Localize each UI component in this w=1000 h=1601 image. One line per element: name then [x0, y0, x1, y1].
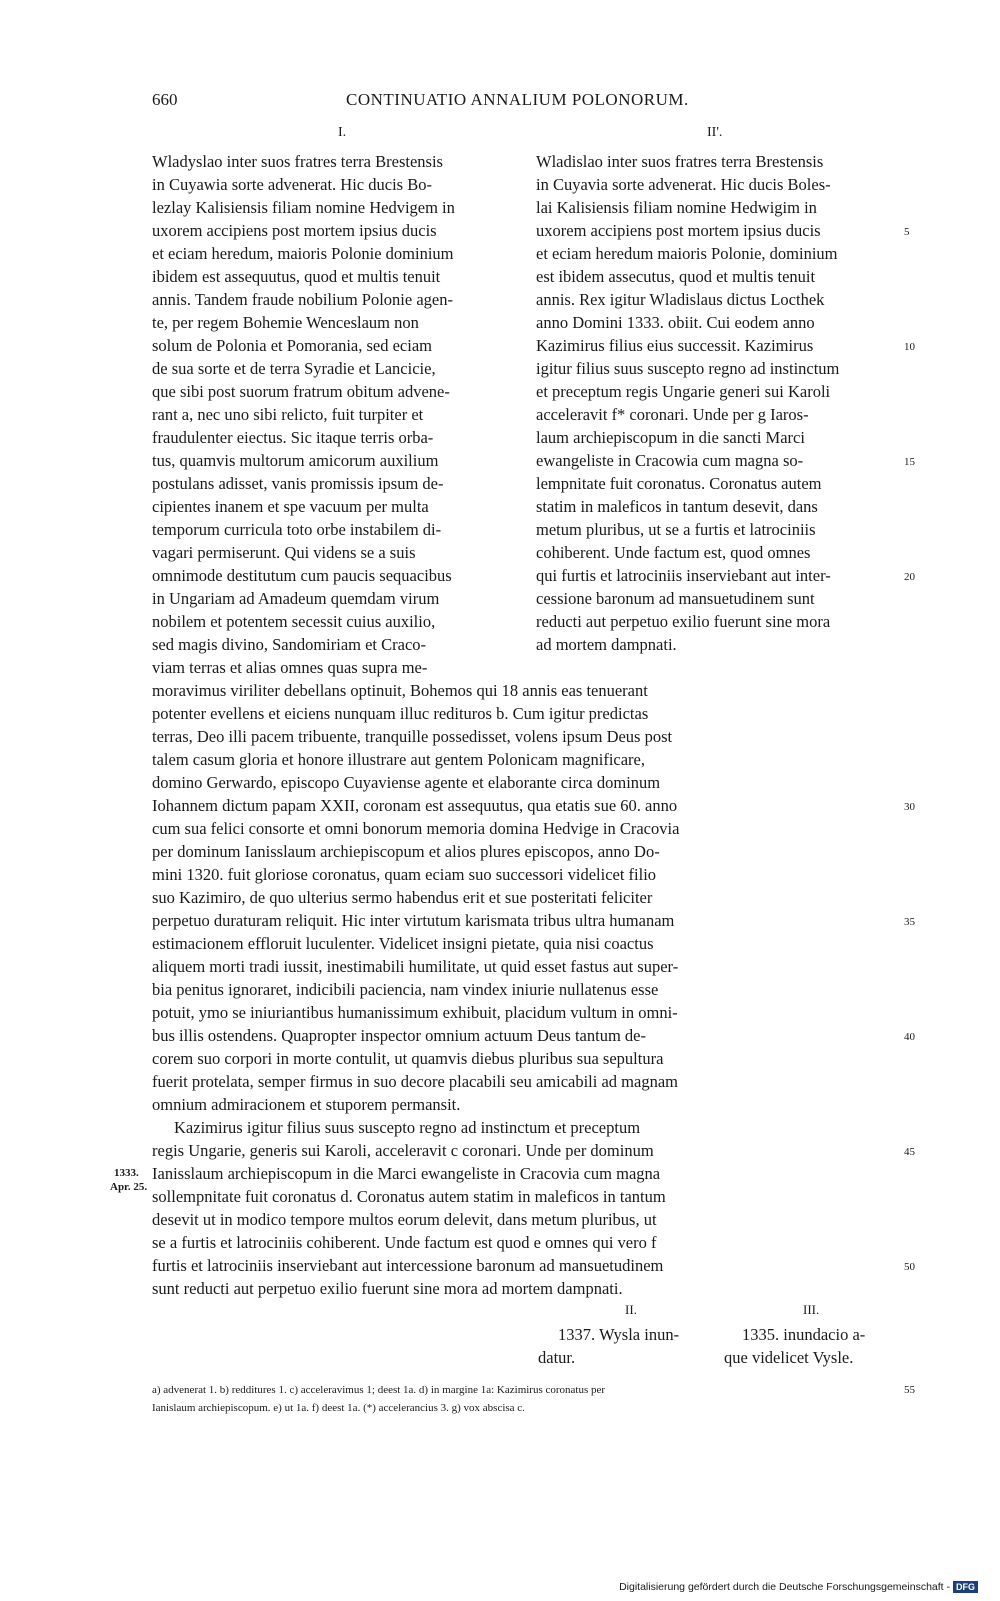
body-line: omnium admiracionem et stuporem permansit. [152, 1095, 461, 1114]
body-line: desevit ut in modico tempore multos eorum delevit, dans metum pluribus, ut [152, 1210, 657, 1229]
right-line: uxorem accipiens post mortem ipsius ducis [536, 221, 821, 240]
right-line: est ibidem assecutus, quod et multis tenuit [536, 267, 816, 286]
digitization-footer [619, 1581, 978, 1593]
right-line: anno Domini 1333. obiit. Cui eodem anno [536, 313, 815, 332]
right-line: acceleravit f* coronari. Unde per g Iaros- [536, 405, 809, 424]
left-line: et eciam heredum, maioris Polonie dominium [152, 244, 454, 263]
body-line: talem casum gloria et honore illustrare aut gentem Polonicam magnificare, [152, 750, 645, 769]
body-line: domino Gerwardo, episcopo Cuyaviense agente et elaborante circa dominum [152, 773, 661, 792]
right-line: Kazimirus filius eius successit. Kazimirus [536, 336, 814, 355]
body-line: aliquem morti tradi iussit, inestimabili humilitate, ut quid esset fastus aut super- [152, 957, 679, 976]
page-title: CONTINUATIO ANNALIUM POLONORUM. [346, 90, 689, 109]
body-line: sunt reducti aut perpetuo exilio fuerunt sine mora ad mortem dampnati. [152, 1279, 623, 1298]
body-line: potenter evellens et eiciens nunquam illuc redituros b. Cum igitur predictas [152, 704, 649, 723]
body-line: se a furtis et latrociniis cohiberent. Unde factum est quod e omnes qui vero f [152, 1233, 657, 1252]
line-number: 55 [904, 1384, 915, 1396]
body-line: moravimus viriliter debellans optinuit, Bohemos qui 18 annis eas tenuerant [152, 681, 648, 700]
right-line: Wladislao inter suos fratres terra Brestensis [536, 152, 824, 171]
left-line: annis. Tandem fraude nobilium Polonie agen- [152, 290, 453, 309]
left-line: uxorem accipiens post mortem ipsius ducis [152, 221, 437, 240]
right-line: lempnitate fuit coronatus. Coronatus autem [536, 474, 822, 493]
footer-text: Digitalisierung gefördert durch die Deutsche Forschungsgemeinschaft - [619, 1581, 950, 1593]
left-line: in Cuyawia sorte advenerat. Hic ducis Bo- [152, 175, 432, 194]
left-line: solum de Polonia et Pomorania, sed eciam [152, 336, 432, 355]
left-line: de sua sorte et de terra Syradie et Lancicie, [152, 359, 436, 378]
body-line: potuit, ymo se iniuriantibus humanissimum exhibuit, placidum vultum in omni- [152, 1003, 678, 1022]
body-line: bus illis ostendens. Quapropter inspector omnium actuum Deus tantum de- [152, 1026, 646, 1045]
body-line: Iohannem dictum papam XXII, coronam est assequutus, qua etatis sue 60. anno [152, 796, 678, 815]
sub-column-label-iii: III. [803, 1302, 820, 1317]
body-line: per dominum Ianisslaum archiepiscopum et alios plures episcopos, anno Do- [152, 842, 660, 861]
sub-column-label-ii: II. [625, 1302, 637, 1317]
right-line: qui furtis et latrociniis inserviebant aut inter- [536, 566, 831, 585]
column-label-ii: II'. [707, 125, 723, 140]
left-line: te, per regem Bohemie Wenceslaum non [152, 313, 419, 332]
line-number: 30 [904, 801, 915, 813]
footnote-line: Ianislaum archiepiscopum. e) ut 1a. f) deest 1a. (*) accelerancius 3. g) vox abscisa c. [152, 1402, 525, 1414]
body-line: perpetuo duraturam reliquit. Hic inter virtutum karismata tribus ultra humanam [152, 911, 675, 930]
left-line: vagari permiserunt. Qui videns se a suis [152, 543, 416, 562]
right-line: ewangeliste in Cracowia cum magna so- [536, 451, 804, 470]
line-number: 20 [904, 571, 915, 583]
right-line: cessione baronum ad mansuetudinem sunt [536, 589, 815, 608]
body-line: mini 1320. fuit gloriose coronatus, quam eciam suo successori videlicet filio [152, 865, 657, 884]
margin-date: Apr. 25. [110, 1181, 148, 1193]
line-number: 45 [904, 1146, 915, 1158]
column-label-i: I. [338, 125, 347, 140]
left-line: Wladyslao inter suos fratres terra Brestensis [152, 152, 443, 171]
right-line: ad mortem dampnati. [536, 635, 677, 654]
right-line: statim in maleficos in tantum desevit, dans [536, 497, 818, 516]
line-number: 35 [904, 916, 915, 928]
left-line: lezlay Kalisiensis filiam nomine Hedvigem in [152, 198, 455, 217]
left-line: in Ungariam ad Amadeum quemdam virum [152, 589, 440, 608]
right-line: lai Kalisiensis filiam nomine Hedwigim in [536, 198, 817, 217]
left-line: que sibi post suorum fratrum obitum advene- [152, 382, 450, 401]
body-line: Kazimirus igitur filius suus suscepto regno ad instinctum et preceptum [174, 1118, 641, 1137]
footnote-line: a) advenerat 1. b) redditures 1. c) acceleravimus 1; deest 1a. d) in margine 1a: Kazimirus coronatus per [152, 1384, 606, 1396]
left-line: nobilem et potentem secessit cuius auxilio, [152, 612, 436, 631]
right-line: igitur filius suus suscepto regno ad instinctum [536, 359, 840, 378]
sub-column-ii-line: 1337. Wysla inun- [558, 1325, 680, 1344]
right-line: et preceptum regis Ungarie generi sui Karoli [536, 382, 831, 401]
right-line: et eciam heredum maioris Polonie, dominium [536, 244, 838, 263]
left-line: temporum curricula toto orbe instabilem di- [152, 520, 442, 539]
body-line: terras, Deo illi pacem tribuente, tranquille possedisset, volens ipsum Deus post [152, 727, 673, 746]
right-line: in Cuyavia sorte advenerat. Hic ducis Boles- [536, 175, 831, 194]
right-line: annis. Rex igitur Wladislaus dictus Locthek [536, 290, 825, 309]
margin-year: 1333. [114, 1167, 139, 1179]
body-line: cum sua felici consorte et omni bonorum memoria domina Hedvige in Cracovia [152, 819, 680, 838]
body-line: bia penitus ignoraret, indicibili paciencia, nam vindex iniurie nullatenus esse [152, 980, 659, 999]
right-line: reducti aut perpetuo exilio fuerunt sine mora [536, 612, 831, 631]
line-number: 5 [904, 226, 910, 238]
left-line: rant a, nec uno sibi relicto, fuit turpiter et [152, 405, 424, 424]
line-number: 10 [904, 341, 915, 353]
right-line: metum pluribus, ut se a furtis et latrociniis [536, 520, 816, 539]
body-line: suo Kazimiro, de quo ulterius sermo habendus erit et sue posteritati feliciter [152, 888, 653, 907]
body-line: estimacionem effloruit luculenter. Videlicet insigni pietate, quia nisi coactus [152, 934, 654, 953]
body-line: fuerit protelata, semper firmus in suo decore placabili seu amicabili ad magnam [152, 1072, 678, 1091]
line-number: 15 [904, 456, 915, 468]
left-line: ibidem est assequutus, quod et multis tenuit [152, 267, 441, 286]
body-line: corem suo corpori in morte contulit, ut quamvis diebus pluribus sua sepultura [152, 1049, 664, 1068]
sub-column-ii-line: datur. [538, 1348, 576, 1367]
right-line: laum archiepiscopum in die sancti Marci [536, 428, 805, 447]
body-line: regis Ungarie, generis sui Karoli, acceleravit c coronari. Unde per dominum [152, 1141, 654, 1160]
line-number: 50 [904, 1261, 915, 1273]
left-line: tus, quamvis multorum amicorum auxilium [152, 451, 439, 470]
page-number: 660 [152, 90, 178, 109]
body-line: sollempnitate fuit coronatus d. Coronatus autem statim in maleficos in tantum [152, 1187, 666, 1206]
left-line: fraudulenter eiectus. Sic itaque terris orba- [152, 428, 434, 447]
left-line: omnimode destitutum cum paucis sequacibus [152, 566, 452, 585]
left-line: cipientes inanem et spe vacuum per multa [152, 497, 429, 516]
body-line: Ianisslaum archiepiscopum in die Marci ewangeliste in Cracovia cum magna [152, 1164, 661, 1183]
left-line: sed magis divino, Sandomiriam et Craco- [152, 635, 427, 654]
right-line: cohiberent. Unde factum est, quod omnes [536, 543, 811, 562]
dfg-logo: DFG [953, 1581, 978, 1593]
left-line: postulans adisset, vanis promissis ipsum de- [152, 474, 444, 493]
sub-column-iii-line: 1335. inundacio a- [742, 1325, 866, 1344]
sub-column-iii-line: que videlicet Vysle. [724, 1348, 854, 1367]
body-line: furtis et latrociniis inserviebant aut intercessione baronum ad mansuetudinem [152, 1256, 664, 1275]
line-number: 40 [904, 1031, 915, 1043]
left-line: viam terras et alias omnes quas supra me- [152, 658, 428, 677]
